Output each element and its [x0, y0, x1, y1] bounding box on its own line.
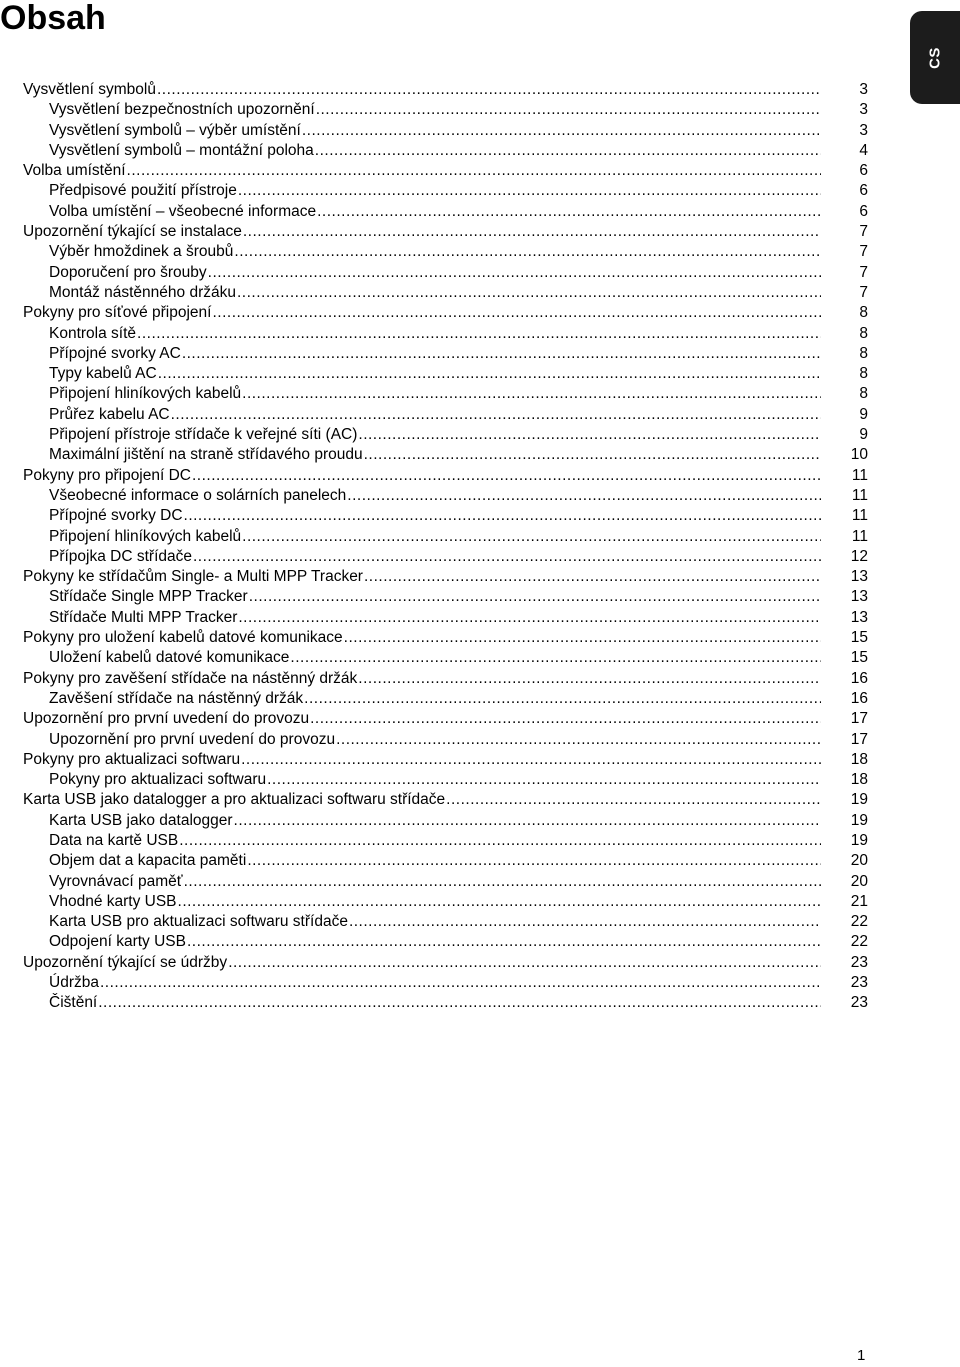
- toc-entry[interactable]: [23, 993, 868, 1013]
- toc-entry-label: Upozornění pro první uvedení do provozu: [23, 710, 310, 728]
- toc-entry[interactable]: [23, 445, 868, 465]
- toc-entry[interactable]: [23, 141, 868, 161]
- toc-entry[interactable]: [23, 547, 868, 567]
- toc-dot-leader: [316, 100, 821, 120]
- toc-entry-label: Výběr hmoždinek a šroubů: [49, 243, 234, 261]
- toc-entry-page: 6: [859, 202, 868, 220]
- toc-entry-label: Všeobecné informace o solárních panelech: [49, 486, 347, 504]
- table-of-contents: [23, 80, 868, 1014]
- toc-entry-page: 6: [859, 182, 868, 200]
- language-tab: [910, 11, 960, 104]
- toc-entry-label: Přípojné svorky DC: [49, 507, 183, 525]
- toc-entry-page: 20: [850, 872, 868, 890]
- toc-entry-page: 13: [850, 568, 868, 586]
- toc-entry[interactable]: [23, 121, 868, 141]
- toc-entry[interactable]: [23, 344, 868, 364]
- toc-dot-leader: [344, 628, 821, 648]
- page-number: 1: [857, 1347, 866, 1364]
- toc-entry-label: Volba umístění – všeobecné informace: [49, 202, 317, 220]
- toc-entry-page: 8: [859, 385, 868, 403]
- toc-dot-leader: [290, 648, 821, 668]
- toc-entry-page: 19: [850, 831, 868, 849]
- toc-entry-page: 12: [850, 547, 868, 565]
- toc-dot-leader: [192, 466, 821, 486]
- toc-entry-page: 17: [850, 710, 868, 728]
- toc-dot-leader: [234, 242, 821, 262]
- toc-entry-label: Uložení kabelů datové komunikace: [49, 649, 290, 667]
- toc-dot-leader: [304, 689, 821, 709]
- toc-entry-page: 3: [859, 121, 868, 139]
- toc-entry-label: Zavěšení střídače na nástěnný držák: [49, 689, 304, 707]
- toc-dot-leader: [249, 587, 821, 607]
- toc-entry-label: Pokyny pro připojení DC: [23, 466, 191, 484]
- toc-entry-page: 10: [850, 446, 868, 464]
- toc-entry-page: 23: [850, 953, 868, 971]
- toc-dot-leader: [349, 912, 821, 932]
- toc-dot-leader: [127, 161, 821, 181]
- toc-entry-label: Připojení přístroje střídače k veřejné síti (AC): [49, 426, 358, 444]
- toc-entry-page: 20: [850, 852, 868, 870]
- toc-entry-label: Přípojné svorky AC: [49, 344, 181, 362]
- toc-dot-leader: [212, 303, 821, 323]
- toc-entry-page: 16: [850, 669, 868, 687]
- toc-entry-label: Vhodné karty USB: [49, 892, 177, 910]
- toc-entry[interactable]: [23, 689, 868, 709]
- toc-entry[interactable]: [23, 770, 868, 790]
- toc-entry-label: Data na kartě USB: [49, 831, 179, 849]
- toc-entry-page: 18: [850, 771, 868, 789]
- toc-entry[interactable]: [23, 587, 868, 607]
- toc-dot-leader: [302, 121, 821, 141]
- toc-entry-label: Pokyny pro aktualizaci softwaru: [23, 750, 241, 768]
- toc-dot-leader: [247, 851, 821, 871]
- toc-entry[interactable]: [23, 831, 868, 851]
- toc-entry[interactable]: [23, 283, 868, 303]
- toc-entry[interactable]: [23, 628, 868, 648]
- toc-entry-label: Připojení hliníkových kabelů: [49, 385, 242, 403]
- toc-entry-label: Pokyny pro aktualizaci softwaru: [49, 771, 267, 789]
- toc-dot-leader: [317, 202, 821, 222]
- toc-entry[interactable]: [23, 100, 868, 120]
- toc-dot-leader: [364, 445, 821, 465]
- toc-dot-leader: [98, 993, 821, 1013]
- toc-entry-label: Pokyny pro uložení kabelů datové komunikace: [23, 629, 343, 647]
- toc-entry-page: 11: [851, 507, 868, 525]
- toc-dot-leader: [237, 283, 821, 303]
- toc-entry-label: Pokyny pro síťové připojení: [23, 304, 212, 322]
- toc-entry-page: 7: [859, 223, 868, 241]
- toc-entry-label: Střídače Multi MPP Tracker: [49, 608, 238, 626]
- toc-dot-leader: [336, 730, 821, 750]
- toc-entry[interactable]: [23, 324, 868, 344]
- toc-entry-page: 18: [850, 750, 868, 768]
- toc-entry-page: 19: [850, 791, 868, 809]
- toc-entry[interactable]: [23, 912, 868, 932]
- toc-dot-leader: [242, 527, 821, 547]
- toc-dot-leader: [187, 932, 821, 952]
- toc-dot-leader: [243, 222, 821, 242]
- toc-dot-leader: [137, 324, 821, 344]
- toc-entry-page: 23: [850, 994, 868, 1012]
- page-title: Obsah: [0, 0, 106, 37]
- toc-entry-page: 7: [859, 283, 868, 301]
- toc-entry-label: Průřez kabelu AC: [49, 405, 170, 423]
- toc-entry[interactable]: [23, 851, 868, 871]
- toc-dot-leader: [358, 669, 821, 689]
- toc-entry-page: 21: [850, 892, 868, 910]
- toc-dot-leader: [184, 506, 821, 526]
- toc-dot-leader: [310, 709, 821, 729]
- toc-entry-page: 13: [850, 588, 868, 606]
- toc-entry[interactable]: [23, 303, 868, 323]
- toc-entry-page: 22: [850, 933, 868, 951]
- toc-entry-page: 11: [851, 486, 868, 504]
- toc-entry-label: Karta USB pro aktualizaci softwaru střídače: [49, 913, 348, 931]
- toc-entry-label: Vysvětlení bezpečnostních upozornění: [49, 101, 315, 119]
- toc-entry-label: Typy kabelů AC: [49, 365, 157, 383]
- toc-entry-page: 11: [851, 527, 868, 545]
- toc-entry-label: Připojení hliníkových kabelů: [49, 527, 242, 545]
- toc-entry[interactable]: [23, 709, 868, 729]
- toc-entry-page: 11: [851, 466, 868, 484]
- toc-entry-page: 9: [859, 405, 868, 423]
- toc-entry[interactable]: [23, 608, 868, 628]
- toc-entry-page: 9: [859, 426, 868, 444]
- toc-entry-page: 6: [859, 162, 868, 180]
- toc-entry-label: Upozornění týkající se instalace: [23, 223, 242, 241]
- toc-entry-label: Odpojení karty USB: [49, 933, 186, 951]
- toc-dot-leader: [100, 973, 821, 993]
- toc-entry-label: Doporučení pro šrouby: [49, 263, 207, 281]
- toc-entry[interactable]: [23, 80, 868, 100]
- toc-entry[interactable]: [23, 405, 868, 425]
- toc-entry-page: 17: [850, 730, 868, 748]
- toc-dot-leader: [242, 384, 821, 404]
- toc-dot-leader: [228, 953, 821, 973]
- toc-dot-leader: [179, 831, 821, 851]
- toc-entry-label: Pokyny ke střídačům Single- a Multi MPP Tracker: [23, 568, 363, 586]
- toc-entry[interactable]: [23, 790, 868, 810]
- toc-entry[interactable]: [23, 750, 868, 770]
- toc-entry-label: Maximální jištění na straně střídavého proudu: [49, 446, 363, 464]
- toc-entry[interactable]: [23, 527, 868, 547]
- toc-entry-label: Vysvětlení symbolů: [23, 81, 156, 98]
- toc-entry-page: 15: [850, 629, 868, 647]
- toc-entry[interactable]: [23, 425, 868, 445]
- toc-dot-leader: [347, 486, 821, 506]
- toc-dot-leader: [446, 790, 821, 810]
- toc-entry-page: 3: [859, 81, 868, 98]
- toc-dot-leader: [234, 811, 821, 831]
- toc-entry[interactable]: [23, 872, 868, 892]
- toc-entry[interactable]: [23, 669, 868, 689]
- toc-dot-leader: [241, 750, 821, 770]
- toc-entry[interactable]: [23, 364, 868, 384]
- toc-entry[interactable]: [23, 486, 868, 506]
- toc-entry-label: Střídače Single MPP Tracker: [49, 588, 248, 606]
- toc-dot-leader: [193, 547, 821, 567]
- toc-dot-leader: [364, 567, 821, 587]
- toc-entry-page: 8: [859, 304, 868, 322]
- toc-entry-label: Volba umístění: [23, 162, 126, 180]
- toc-entry[interactable]: [23, 730, 868, 750]
- toc-entry[interactable]: [23, 932, 868, 952]
- toc-entry[interactable]: [23, 242, 868, 262]
- toc-entry[interactable]: [23, 161, 868, 181]
- toc-entry[interactable]: [23, 953, 868, 973]
- toc-entry-label: Karta USB jako datalogger a pro aktualizaci softwaru střídače: [23, 791, 446, 809]
- toc-entry-page: 15: [850, 649, 868, 667]
- toc-entry-label: Objem dat a kapacita paměti: [49, 852, 247, 870]
- toc-entry-label: Vyrovnávací paměť: [49, 872, 183, 890]
- toc-entry-label: Předpisové použití přístroje: [49, 182, 237, 200]
- toc-entry-label: Údržba: [49, 974, 99, 992]
- toc-dot-leader: [182, 344, 821, 364]
- toc-entry-label: Montáž nástěnného držáku: [49, 283, 236, 301]
- toc-entry-label: Vysvětlení symbolů – montážní poloha: [49, 141, 314, 159]
- toc-entry-page: 7: [859, 263, 868, 281]
- toc-entry[interactable]: [23, 648, 868, 668]
- toc-entry[interactable]: [23, 263, 868, 283]
- toc-entry[interactable]: [23, 222, 868, 242]
- toc-entry-label: Vysvětlení symbolů – výběr umístění: [49, 121, 301, 139]
- toc-dot-leader: [315, 141, 821, 161]
- toc-entry-page: 8: [859, 324, 868, 342]
- toc-dot-leader: [157, 80, 821, 100]
- toc-dot-leader: [238, 181, 821, 201]
- toc-entry-page: 4: [859, 141, 868, 159]
- toc-entry-label: Karta USB jako datalogger: [49, 811, 233, 829]
- toc-dot-leader: [184, 872, 821, 892]
- toc-entry[interactable]: [23, 506, 868, 526]
- toc-entry-page: 8: [859, 344, 868, 362]
- toc-entry-page: 19: [850, 811, 868, 829]
- toc-dot-leader: [238, 608, 821, 628]
- toc-entry-label: Čištění: [49, 994, 98, 1012]
- toc-entry[interactable]: [23, 567, 868, 587]
- toc-dot-leader: [267, 770, 821, 790]
- toc-entry-page: 23: [850, 974, 868, 992]
- toc-entry-label: Pokyny pro zavěšení střídače na nástěnný držák: [23, 669, 358, 687]
- toc-entry-page: 16: [850, 689, 868, 707]
- toc-dot-leader: [208, 263, 821, 283]
- toc-dot-leader: [358, 425, 821, 445]
- toc-entry-label: Kontrola sítě: [49, 324, 137, 342]
- toc-entry[interactable]: [23, 811, 868, 831]
- toc-entry[interactable]: [23, 892, 868, 912]
- toc-entry[interactable]: [23, 181, 868, 201]
- toc-entry[interactable]: [23, 202, 868, 222]
- toc-entry-label: Upozornění pro první uvedení do provozu: [49, 730, 336, 748]
- toc-entry[interactable]: [23, 973, 868, 993]
- toc-entry-label: Přípojka DC střídače: [49, 547, 192, 565]
- toc-entry-page: 8: [859, 365, 868, 383]
- toc-dot-leader: [171, 405, 821, 425]
- toc-dot-leader: [178, 892, 821, 912]
- toc-dot-leader: [158, 364, 821, 384]
- toc-entry[interactable]: [23, 466, 868, 486]
- toc-entry-page: 3: [859, 101, 868, 119]
- toc-entry-page: 7: [859, 243, 868, 261]
- language-tab-label: CS: [926, 46, 944, 69]
- toc-entry-page: 22: [850, 913, 868, 931]
- toc-entry[interactable]: [23, 384, 868, 404]
- toc-entry-label: Upozornění týkající se údržby: [23, 953, 228, 971]
- toc-entry-page: 13: [850, 608, 868, 626]
